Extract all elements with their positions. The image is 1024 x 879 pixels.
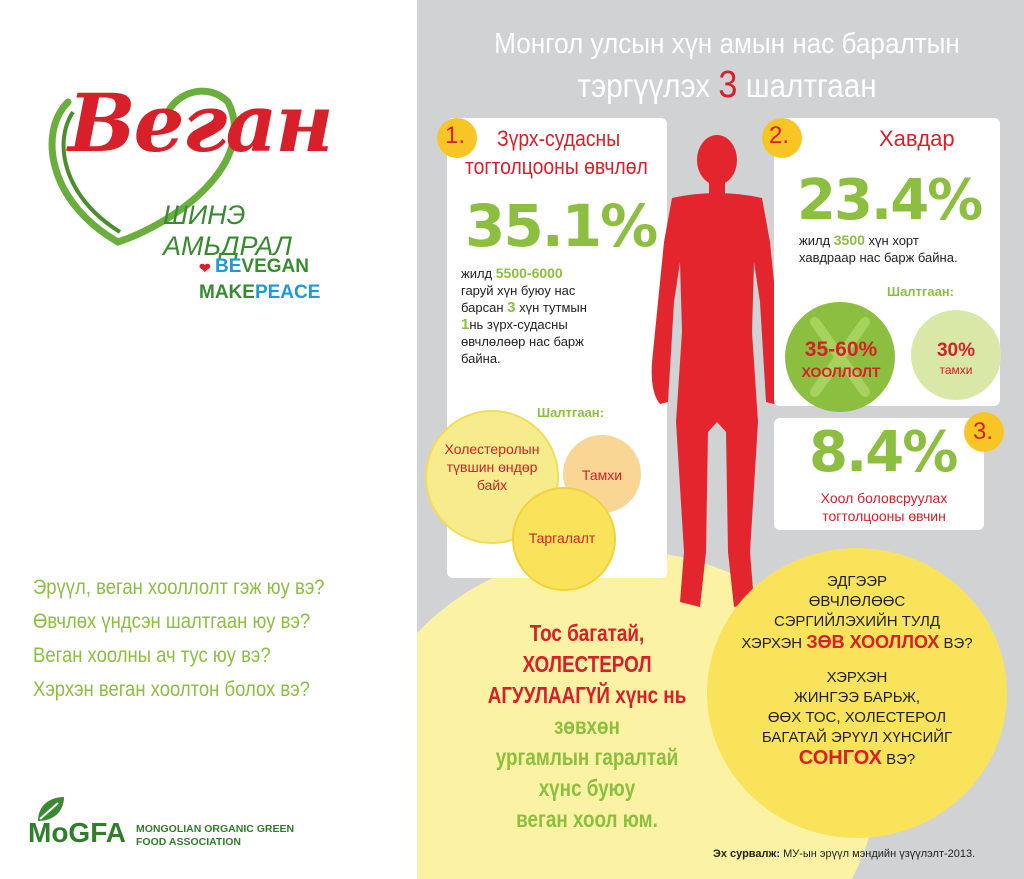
- left-panel: [0, 0, 417, 879]
- reason-cholesterol: Холестеролын түвшин өндөр байх: [444, 441, 540, 493]
- bevegan-tagline: ❤ BEVEGAN: [215, 255, 309, 279]
- reason-smoking2-percent: 30%: [936, 340, 976, 361]
- question-item: Эрүүл, веган хооллолт гэж юу вэ?: [33, 576, 325, 599]
- cause2-title: Хавдар: [879, 126, 955, 151]
- cause2-number: 2.: [769, 122, 790, 149]
- source-note: Эх сурвалж: МУ-ын эрүүл мэндийн үзүүлэлт-2013.: [713, 848, 976, 860]
- reason-obesity: Таргалалт: [528, 530, 596, 546]
- cause1-title-1: Зүрх-судасны: [497, 126, 621, 151]
- right-panel: [417, 0, 1024, 879]
- cause1-percent: 35.1%: [465, 192, 657, 260]
- advice-text: ЭДГЭЭР ӨВЧЛӨЛӨӨС СЭРГИЙЛЭХИЙН ТУЛД ХЭРХЭН ЗӨВ ХООЛЛОХ ВЭ? ХЭРХЭН ЖИНГЭЭ БАРЬЖ, ӨӨХ ТОС, ХОЛЕСТЕРОЛ БАГАТАЙ ЭРҮҮЛ ХҮНСИЙГ СОНГОХ ВЭ?: [741, 573, 973, 769]
- vegan-logo: [28, 72, 368, 261]
- cause1-reasons-label: Шалтгаан:: [537, 405, 604, 420]
- cause1-number: 1.: [445, 122, 466, 149]
- cause3-number: 3.: [973, 418, 994, 445]
- question-item: Өвчлөх үндсэн шалтгаан юу вэ?: [33, 610, 311, 633]
- mogfa-name: MoGFA: [28, 817, 126, 848]
- makepeace-tagline: MAKEPEACE: [199, 282, 321, 303]
- header-title-line1: Монгол улсын хүн амын нас баралтын: [494, 28, 960, 60]
- mogfa-line2: FOOD ASSOCIATION: [136, 836, 241, 848]
- cause1-description: жилд 5500-6000 гаруй хүн буюу нас барсан 3 хүн тутмын 1нь зүрх-судасны өвчлөлөөр нас барж байна.: [461, 265, 587, 366]
- cause3-percent: 8.4%: [809, 420, 957, 485]
- mogfa-line1: MONGOLIAN ORGANIC GREEN: [136, 823, 295, 835]
- human-body-icon: [642, 132, 792, 622]
- header-title-line2: тэргүүлэх 3 шалтгаан: [577, 64, 877, 106]
- cause3-text-2: тогтолцооны өвчин: [822, 508, 946, 524]
- cause1-title-2: тогтолцооны өвчлөл: [465, 154, 648, 179]
- logo-title: Веган: [68, 76, 332, 170]
- reason-smoking: Тамхи: [581, 467, 623, 483]
- question-item: Веган хоолны ач тус юу вэ?: [33, 644, 271, 667]
- center-message: Тос багатай, ХОЛЕСТЕРОЛ АГУУЛААГҮЙ хүнс нь зөвхөн ургамлын гаралтай хүнс буюу веган хоол юм.: [487, 620, 687, 832]
- reason-smoking2-label: тамхи: [939, 363, 973, 377]
- logo-subtitle: ШИНЭ АМЬДРАЛ: [163, 200, 292, 261]
- question-item: Хэрхэн веган хоолтон болох вэ?: [33, 678, 310, 701]
- mogfa-logo: [28, 795, 328, 855]
- cause2-percent: 23.4%: [797, 168, 982, 233]
- cause3-text-1: Хоол боловсруулах: [820, 490, 948, 506]
- cause2-reasons-label: Шалтгаан:: [887, 284, 954, 299]
- reason-diet-percent: 35-60%: [804, 338, 878, 361]
- reason-diet-label: ХООЛЛОЛТ: [801, 364, 881, 380]
- heart-icon: ❤: [199, 260, 211, 276]
- cause2-description: жилд 3500 хүн хорт хавдраар нас барж байна.: [799, 232, 958, 265]
- questions-list: [33, 576, 413, 712]
